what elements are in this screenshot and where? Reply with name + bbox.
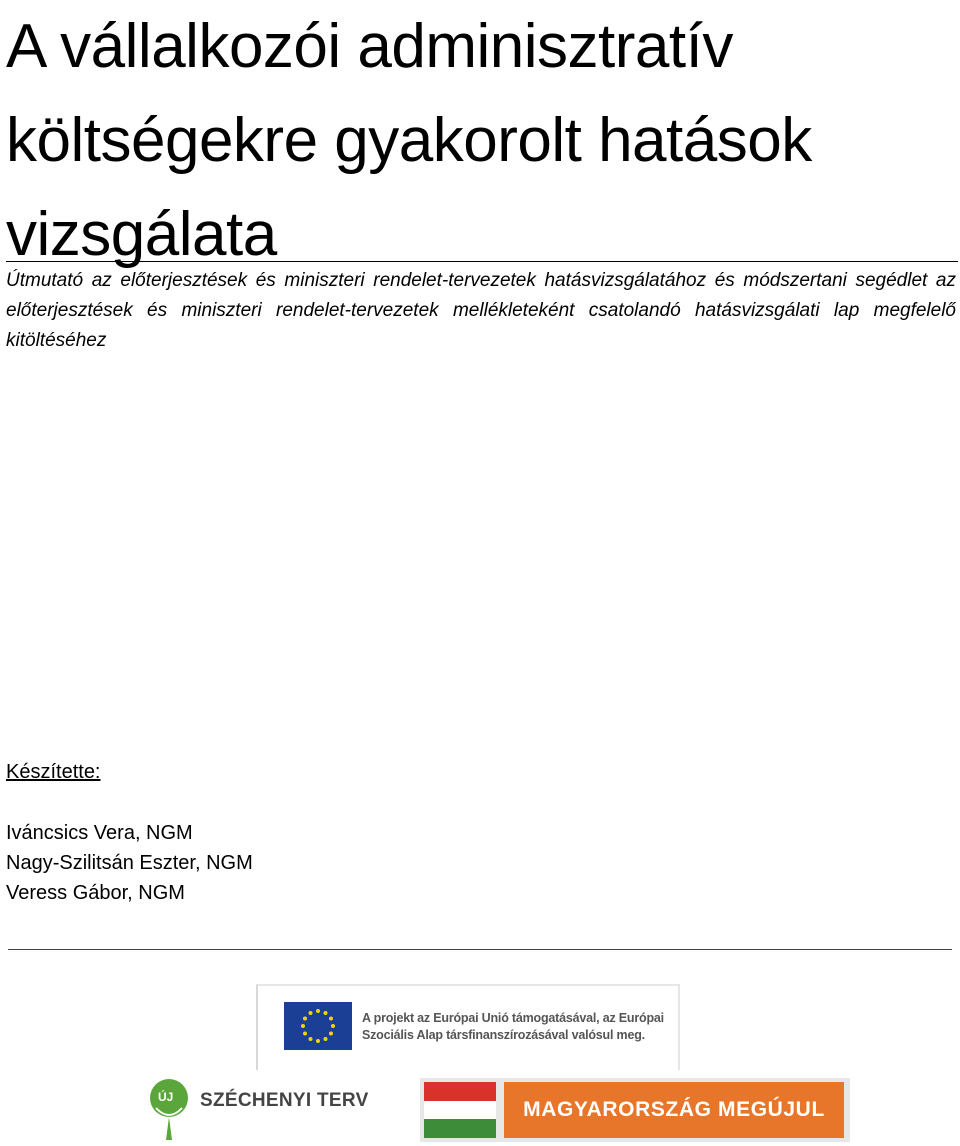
szechenyi-terv-label: SZÉCHENYI TERV (200, 1090, 369, 1111)
author-item: Iváncsics Vera, NGM (6, 822, 193, 844)
magyarorszag-band (504, 1082, 844, 1138)
eu-funding-text: A projekt az Európai Unió támogatásával, az Európai Szociális Alap társfinanszírozásával valósul meg. (362, 1011, 664, 1042)
footer-divider (8, 949, 952, 950)
author-item: Nagy-Szilitsán Eszter, NGM (6, 852, 253, 874)
szechenyi-terv-logo (146, 1078, 386, 1142)
szechenyi-badge-text: ÚJ (158, 1090, 174, 1104)
author-item: Veress Gábor, NGM (6, 882, 185, 904)
document-title: A vállalkozói adminisztratív költségekre gyakorolt hatások vizsgálata (6, 12, 812, 269)
eu-funding-banner (256, 984, 680, 1070)
document-subtitle: Útmutató az előterjesztések és miniszteri rendelet-tervezetek hatásvizsgálatához és módszertani segédlet az előterjesztések és miniszteri rendelet-tervezetek mellékleteként csatolandó hatásvizsgálati lap megfelelő kitöltéséhez (6, 270, 956, 351)
authors-list (6, 818, 253, 908)
magyarorszag-label: MAGYARORSZÁG MEGÚJUL (523, 1098, 825, 1121)
authors-heading: Készítette: (6, 761, 101, 783)
szechenyi-badge-icon (146, 1078, 192, 1140)
title-divider (6, 261, 958, 262)
hungarian-flag-icon (424, 1082, 496, 1138)
magyarorszag-megujul-logo (420, 1078, 850, 1142)
eu-flag-icon (284, 1002, 352, 1050)
